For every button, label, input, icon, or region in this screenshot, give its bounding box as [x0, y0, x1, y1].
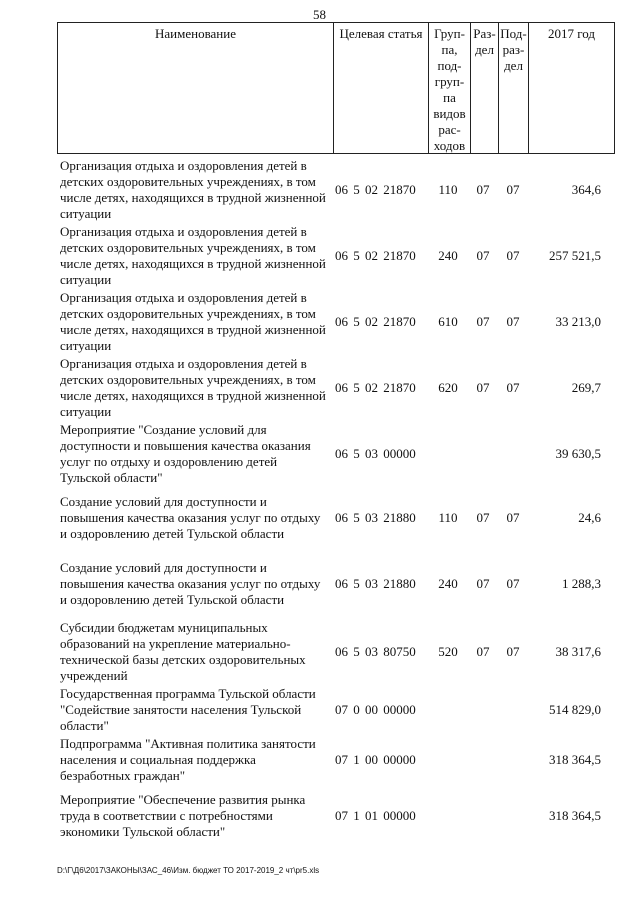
- row-sum: 364,6: [571, 182, 601, 197]
- row-group: 240: [438, 248, 458, 263]
- row-group: 110: [438, 182, 458, 197]
- row-name: Организация отдыха и оздоровления детей в детских оздоровительных учреждениях, в том числе детях, находящихся в трудной жизненной ситуации: [60, 290, 326, 353]
- row-name: Мероприятие "Обеспечение развития рынка труда в соответствии с потребностями экономики Тульской области": [60, 792, 306, 839]
- row-code: 06 5 03 21880: [335, 510, 416, 525]
- budget-table: [57, 22, 615, 839]
- row-sum: 38 317,6: [555, 644, 601, 659]
- row-group: 620: [438, 380, 458, 395]
- row-podrazdel: 07: [506, 576, 520, 591]
- row-razdel: 07: [476, 380, 490, 395]
- row-name: Мероприятие "Создание условий для доступности и повышения качества оказания услуг по отдыху и оздоровлению детей Тульской области": [60, 422, 311, 485]
- row-code: 06 5 02 21870: [335, 182, 416, 197]
- row-sum: 39 630,5: [555, 446, 601, 461]
- file-path-footer: D:\Г\Д6\2017\ЗАКОНЫ\ЗАС_46\Изм. бюджет ТО 2017-2019_2 чт\pr5.xls: [57, 866, 320, 875]
- header-code: Целевая статья: [333, 23, 428, 153]
- header-podrazdel: Под- раз- дел: [498, 23, 528, 153]
- row-name: Организация отдыха и оздоровления детей в детских оздоровительных учреждениях, в том числе детях, находящихся в трудной жизненной ситуации: [60, 224, 326, 287]
- row-code: 07 0 00 00000: [335, 702, 416, 717]
- row-sum: 318 364,5: [549, 808, 601, 823]
- row-code: 07 1 00 00000: [335, 752, 416, 767]
- row-sum: 24,6: [578, 510, 601, 525]
- row-name: Организация отдыха и оздоровления детей в детских оздоровительных учреждениях, в том числе детях, находящихся в трудной жизненной ситуации: [60, 356, 326, 419]
- row-group: 520: [438, 644, 458, 659]
- row-podrazdel: 07: [506, 248, 520, 263]
- row-sum: 257 521,5: [549, 248, 601, 263]
- row-podrazdel: 07: [506, 644, 520, 659]
- row-name: Создание условий для доступности и повышения качества оказания услуг по отдыху и оздоровлению детей Тульской области: [60, 494, 321, 541]
- row-sum: 33 213,0: [555, 314, 601, 329]
- row-code: 06 5 03 21880: [335, 576, 416, 591]
- header-name: Наименование: [155, 26, 236, 41]
- row-name: Государственная программа Тульской области "Содействие занятости населения Тульской области": [60, 686, 316, 733]
- table-header: [57, 22, 615, 154]
- row-razdel: 07: [476, 510, 490, 525]
- row-razdel: 07: [476, 314, 490, 329]
- row-group: 610: [438, 314, 458, 329]
- row-name: Организация отдыха и оздоровления детей в детских оздоровительных учреждениях, в том числе детях, находящихся в трудной жизненной ситуации: [60, 158, 326, 221]
- row-razdel: 07: [476, 248, 490, 263]
- row-sum: 269,7: [571, 380, 601, 395]
- page-number: 58: [313, 7, 326, 22]
- row-sum: 318 364,5: [549, 752, 601, 767]
- row-name: Субсидии бюджетам муниципальных образований на укрепление материально- технической базы детских оздоровительных учреждений: [60, 620, 306, 683]
- row-podrazdel: 07: [506, 182, 520, 197]
- row-sum: 1 288,3: [562, 576, 601, 591]
- row-podrazdel: 07: [506, 380, 520, 395]
- row-podrazdel: 07: [506, 510, 520, 525]
- row-code: 07 1 01 00000: [335, 808, 416, 823]
- header-razdel: Раз- дел: [470, 23, 498, 153]
- header-year: 2017 год: [528, 23, 614, 153]
- row-group: 240: [438, 576, 458, 591]
- row-sum: 514 829,0: [549, 702, 601, 717]
- row-code: 06 5 02 21870: [335, 248, 416, 263]
- row-podrazdel: 07: [506, 314, 520, 329]
- row-razdel: 07: [476, 576, 490, 591]
- row-razdel: 07: [476, 644, 490, 659]
- row-code: 06 5 03 80750: [335, 644, 416, 659]
- row-group: 110: [438, 510, 458, 525]
- header-group: Груп- па, под- груп- па видов рас- ходов: [428, 23, 470, 153]
- row-name: Подпрограмма "Активная политика занятости населения и социальная поддержка безработных граждан": [60, 736, 316, 783]
- row-code: 06 5 03 00000: [335, 446, 416, 461]
- row-razdel: 07: [476, 182, 490, 197]
- row-code: 06 5 02 21870: [335, 314, 416, 329]
- row-code: 06 5 02 21870: [335, 380, 416, 395]
- row-name: Создание условий для доступности и повышения качества оказания услуг по отдыху и оздоровлению детей Тульской области: [60, 560, 321, 607]
